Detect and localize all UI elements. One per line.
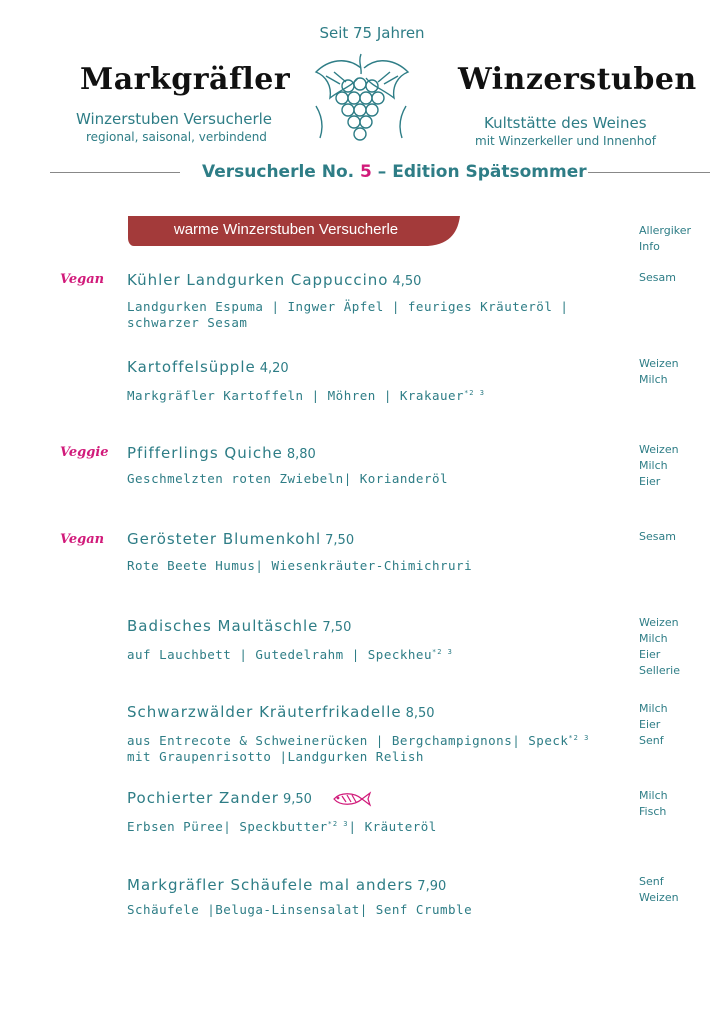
- dish-title: Pfifferlings Quiche: [127, 444, 283, 462]
- dish-name: [127, 617, 351, 635]
- title-left: Markgräfler: [80, 62, 291, 97]
- allergen: Sesam: [639, 530, 676, 543]
- dish-price: 8,80: [286, 447, 316, 462]
- dish-description: [127, 471, 607, 487]
- dish-allergens: [639, 615, 719, 679]
- edition-title: [202, 162, 587, 182]
- fish-icon: [332, 790, 372, 808]
- dish-desc-line1: auf Lauchbett | Gutedelrahm | Speckheu: [127, 647, 432, 663]
- allergen: Eier: [639, 475, 661, 488]
- dish-price: 7,50: [325, 533, 355, 548]
- dish-description: [127, 558, 607, 574]
- allergen: Weizen: [639, 357, 679, 370]
- dish-title: Kühler Landgurken Cappuccino: [127, 271, 389, 289]
- footnote-mark: *2 3: [568, 734, 590, 742]
- dish-description: [127, 299, 607, 331]
- allergen: Fisch: [639, 805, 667, 818]
- dish-title: Pochierter Zander: [127, 789, 279, 807]
- footnote-mark: *2 3: [464, 389, 485, 397]
- dish-description: [127, 730, 607, 765]
- dish-price: 9,50: [282, 792, 312, 807]
- allergen: Sesam: [639, 271, 676, 284]
- allergen: Weizen: [639, 616, 679, 629]
- subtitle-right: Kultstätte des Weines: [484, 114, 647, 132]
- dish-name: [127, 876, 446, 894]
- allergen: Weizen: [639, 443, 679, 456]
- footnote-mark: *2 3: [431, 648, 453, 656]
- dish-allergens: [639, 270, 719, 286]
- dish-name: [127, 703, 435, 721]
- dish-allergens: [639, 442, 719, 490]
- dish-allergens: [639, 356, 719, 388]
- dish-name: [127, 789, 312, 807]
- tagline-right: mit Winzerkeller und Innenhof: [475, 134, 656, 148]
- dish-desc-line1: Markgräfler Kartoffeln | Möhren | Krakauer: [127, 388, 465, 404]
- dish-allergens: [639, 701, 719, 749]
- footnote-mark: *2 3: [327, 820, 349, 828]
- dish-description: [127, 902, 607, 918]
- divider-right: [588, 172, 710, 173]
- allergen: Eier: [639, 648, 661, 661]
- allergy-label-line1: Allergiker: [639, 224, 692, 237]
- dish-description: [127, 644, 607, 663]
- dish-title: Schwarzwälder Kräuterfrikadelle: [127, 703, 402, 721]
- dish-price: 8,50: [405, 706, 435, 721]
- edition-suffix: – Edition Spätsommer: [377, 162, 587, 182]
- dish-name: [127, 271, 421, 289]
- dish-desc-line1: Rote Beete Humus| Wiesenkräuter-Chimichruri: [127, 558, 473, 573]
- tagline-left: regional, saisonal, verbindend: [86, 130, 267, 144]
- allergen: Milch: [639, 702, 668, 715]
- allergen: Milch: [639, 632, 668, 645]
- allergen: Milch: [639, 373, 668, 386]
- dish-desc-line2: schwarzer Sesam: [127, 315, 248, 330]
- subtitle-left: Winzerstuben Versucherle: [76, 110, 273, 128]
- allergy-label-line2: Info: [639, 240, 660, 253]
- divider-left: [50, 172, 180, 173]
- dish-price: 7,90: [417, 879, 447, 894]
- dish-allergens: [639, 874, 719, 906]
- dish-title: Badisches Maultäschle: [127, 617, 319, 635]
- dish-desc-line1: aus Entrecote & Schweinerücken | Bergchampignons| Speck: [127, 733, 569, 749]
- dish-title: Markgräfler Schäufele mal anders: [127, 876, 414, 894]
- allergen: Senf: [639, 875, 664, 888]
- veggie-tag: Veggie: [60, 445, 109, 460]
- dish-name: [127, 444, 316, 462]
- dish-allergens: [639, 529, 719, 545]
- edition-prefix: Versucherle No.: [202, 162, 355, 182]
- dish-desc-line2: mit Graupenrisotto |Landgurken Relish: [127, 749, 424, 765]
- since-label: Seit 75 Jahren: [319, 24, 425, 42]
- dish-desc-line1: Erbsen Püree| Speckbutter: [127, 819, 328, 835]
- allergen: Milch: [639, 789, 668, 802]
- vegan-tag: Vegan: [60, 272, 105, 287]
- dish-desc-line1: Geschmelzten roten Zwiebeln| Korianderöl: [127, 471, 449, 486]
- dish-desc-tail: | Kräuteröl: [348, 819, 437, 835]
- allergen: Eier: [639, 718, 661, 731]
- dish-description: [127, 385, 607, 404]
- dish-name: [127, 530, 354, 548]
- allergy-info-label: [639, 223, 709, 255]
- title-right: Winzerstuben: [458, 62, 697, 97]
- edition-number: 5: [360, 162, 372, 182]
- dish-allergens: [639, 788, 719, 820]
- allergen: Milch: [639, 459, 668, 472]
- dish-title: Gerösteter Blumenkohl: [127, 530, 322, 548]
- dish-price: 4,20: [259, 361, 289, 376]
- dish-title: Kartoffelsüpple: [127, 358, 256, 376]
- dish-desc-line1: Schäufele |Beluga-Linsensalat| Senf Crumble: [127, 902, 473, 917]
- vegan-tag: Vegan: [60, 532, 105, 547]
- dish-description: [127, 816, 607, 835]
- allergen: Senf: [639, 734, 664, 747]
- section-banner-label: warme Winzerstuben Versucherle: [173, 221, 399, 238]
- grape-logo-icon: [306, 46, 416, 156]
- allergen: Weizen: [639, 891, 679, 904]
- dish-name: [127, 358, 289, 376]
- allergen: Sellerie: [639, 664, 680, 677]
- dish-price: 4,50: [392, 274, 422, 289]
- dish-desc-line1: Landgurken Espuma | Ingwer Äpfel | feuriges Kräuteröl |: [127, 299, 569, 314]
- dish-price: 7,50: [322, 620, 352, 635]
